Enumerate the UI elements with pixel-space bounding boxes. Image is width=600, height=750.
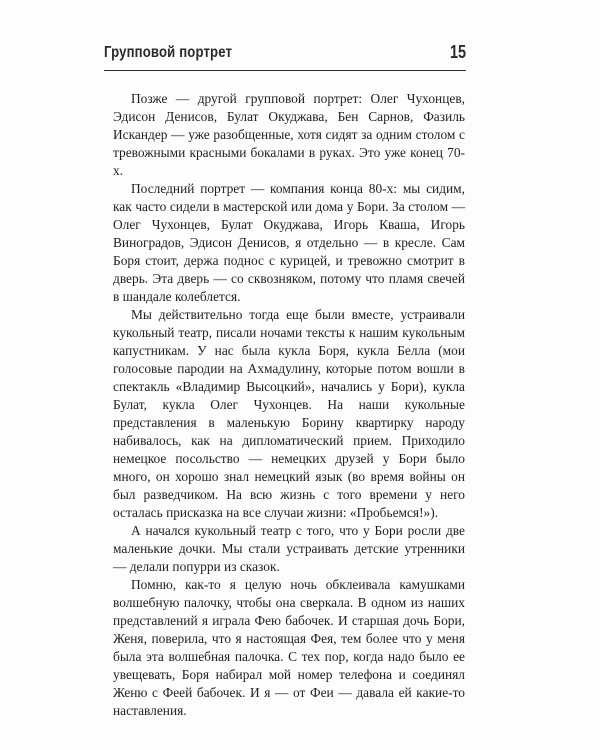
paragraph: Последний портрет — компания конца 80-х: мы сидим, как часто сидели в мастерской или дома у Бори. За столом — Олег Чухонцев, Булат Окуджава, Игорь Кваша, Игорь Виноградов, Эдисон Денисов, я отдельно — в кресле. Сам Боря стоит, держа поднос с курицей, и тревожно смотрит в дверь. Эта дверь — со сквозняком, потому что пламя свечей в шандале колеблется. [113, 181, 465, 304]
page-number: 15 [449, 42, 466, 62]
header-rule [104, 70, 466, 71]
running-title: Групповой портрет [104, 44, 233, 61]
paragraph: Позже — другой групповой портрет: Олег Чухонцев, Эдисон Денисов, Булат Окуджава, Бен Сарнов, Фазиль Искандер — уже разобщенные, хотя сидят за одним столом с тревожными красными бокалами в руках. Это уже конец 70-х. [113, 91, 465, 178]
running-head [104, 44, 466, 70]
body-text [113, 90, 465, 720]
paragraph: Помню, как-то я целую ночь обклеивала камушками волшебную палочку, чтобы она сверкала. В одном из наших представлений я играла Фею бабочек. И старшая дочь Бори, Женя, поверила, что я настоящая Фея, тем более что у меня была эта волшебная палочка. С тех пор, когда надо было ее увещевать, Боря набирал мой номер телефона и соединял Женю с Феей бабочек. И я — от Феи — давала ей какие-то наставления. [113, 577, 465, 718]
paragraph: Мы действительно тогда еще были вместе, устраивали кукольный театр, писали ночами тексты к нашим кукольным капустникам. У нас была кукла Боря, кукла Белла (мои голосовые пародии на Ахмадулину, которые потом вошли в спектакль «Владимир Высоцкий», начались у Бори), кукла Булат, кукла Олег Чухонцев. На наши кукольные представления в маленькую Борину квартирку народу набивалось, как на дипломатический прием. Приходило немецкое посольство — немецких друзей у Бори было много, он хорошо знал немецкий язык (во время войны он был разведчиком. На всю жизнь с того времени у него осталась присказка на все случаи жизни: «Пробьемся!»). [113, 307, 465, 520]
paragraph: А начался кукольный театр с того, что у Бори росли две маленькие дочки. Мы стали устраивать детские утренники — делали попурри из сказок. [113, 523, 465, 574]
